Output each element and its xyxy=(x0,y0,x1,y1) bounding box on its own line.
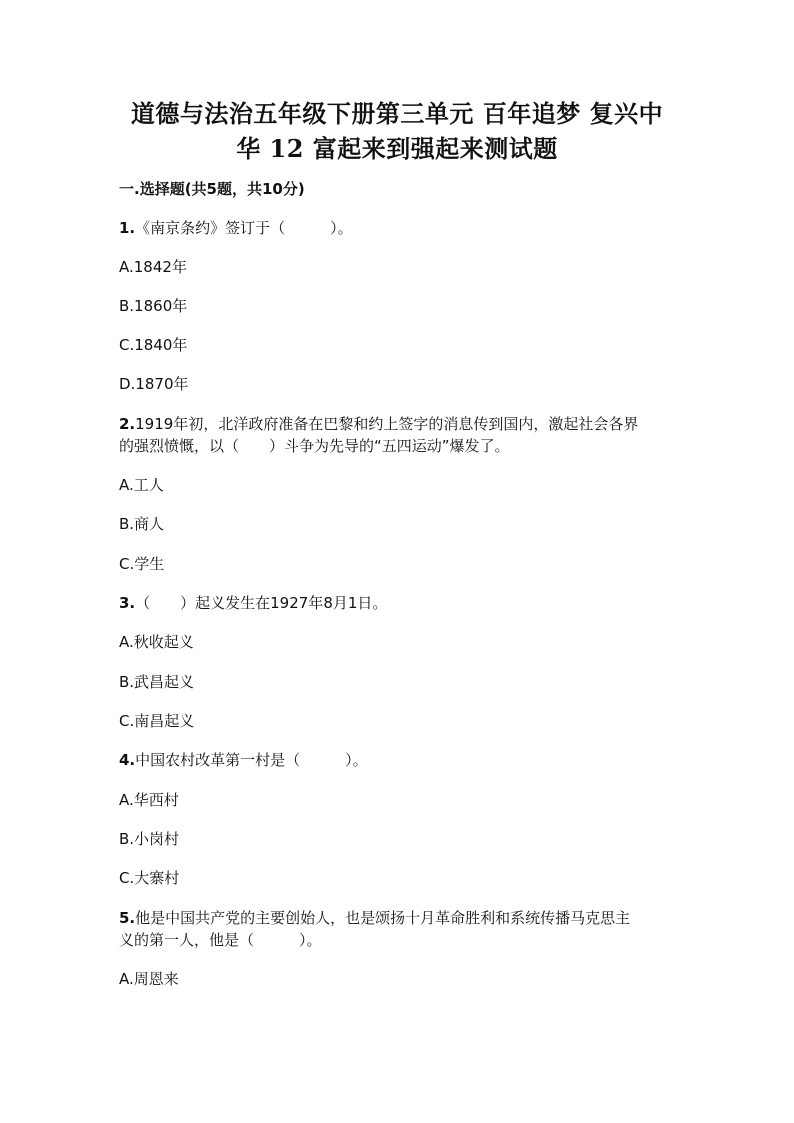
question-number: 1. xyxy=(119,219,136,237)
question-1-option-a: A.1842年 xyxy=(119,258,187,276)
question-2-option-a: A.工人 xyxy=(119,476,164,494)
question-text: 1919年初，北洋政府准备在巴黎和约上签字的消息传到国内，激起社会各界 xyxy=(135,415,639,433)
question-4-option-a: A.华西村 xyxy=(119,791,179,809)
question-text: 《南京条约》签订于（ ）。 xyxy=(135,219,353,237)
question-2-stem-continued: 的强烈愤慨，以（ ）斗争为先导的“五四运动”爆发了。 xyxy=(119,437,510,455)
question-4-stem xyxy=(119,750,368,770)
question-1-option-b: B.1860年 xyxy=(119,297,188,315)
question-5-option-a: A.周恩来 xyxy=(119,970,179,988)
question-3-option-a: A.秋收起义 xyxy=(119,633,194,651)
question-4-option-c: C.大寨村 xyxy=(119,869,180,887)
question-1-stem xyxy=(119,218,353,238)
question-text: （ ）起义发生在1927年8月1日。 xyxy=(135,594,388,612)
question-3-option-b: B.武昌起义 xyxy=(119,673,195,691)
question-2-option-c: C.学生 xyxy=(119,555,165,573)
question-5-stem xyxy=(119,908,630,928)
question-text: 中国农村改革第一村是（ ）。 xyxy=(135,751,368,769)
question-1-option-d: D.1870年 xyxy=(119,375,189,393)
question-3-stem xyxy=(119,593,387,613)
question-number: 3. xyxy=(119,594,136,612)
question-4-option-b: B.小岗村 xyxy=(119,830,180,848)
question-text: 他是中国共产党的主要创始人，也是颂扬十月革命胜利和系统传播马克思主 xyxy=(135,909,631,927)
question-3-option-c: C.南昌起义 xyxy=(119,712,195,730)
document-title-line-2: 华 12 富起来到强起来测试题 xyxy=(236,134,558,163)
question-1-option-c: C.1840年 xyxy=(119,336,188,354)
document-title-line-1: 道德与法治五年级下册第三单元 百年追梦 复兴中 xyxy=(130,99,664,128)
section-heading: 一.选择题(共5题，共10分) xyxy=(119,180,305,198)
question-number: 5. xyxy=(119,909,136,927)
question-5-stem-continued: 义的第一人，他是（ ）。 xyxy=(119,931,322,949)
question-2-stem xyxy=(119,414,638,434)
question-number: 4. xyxy=(119,751,136,769)
question-number: 2. xyxy=(119,415,136,433)
question-2-option-b: B.商人 xyxy=(119,515,165,533)
